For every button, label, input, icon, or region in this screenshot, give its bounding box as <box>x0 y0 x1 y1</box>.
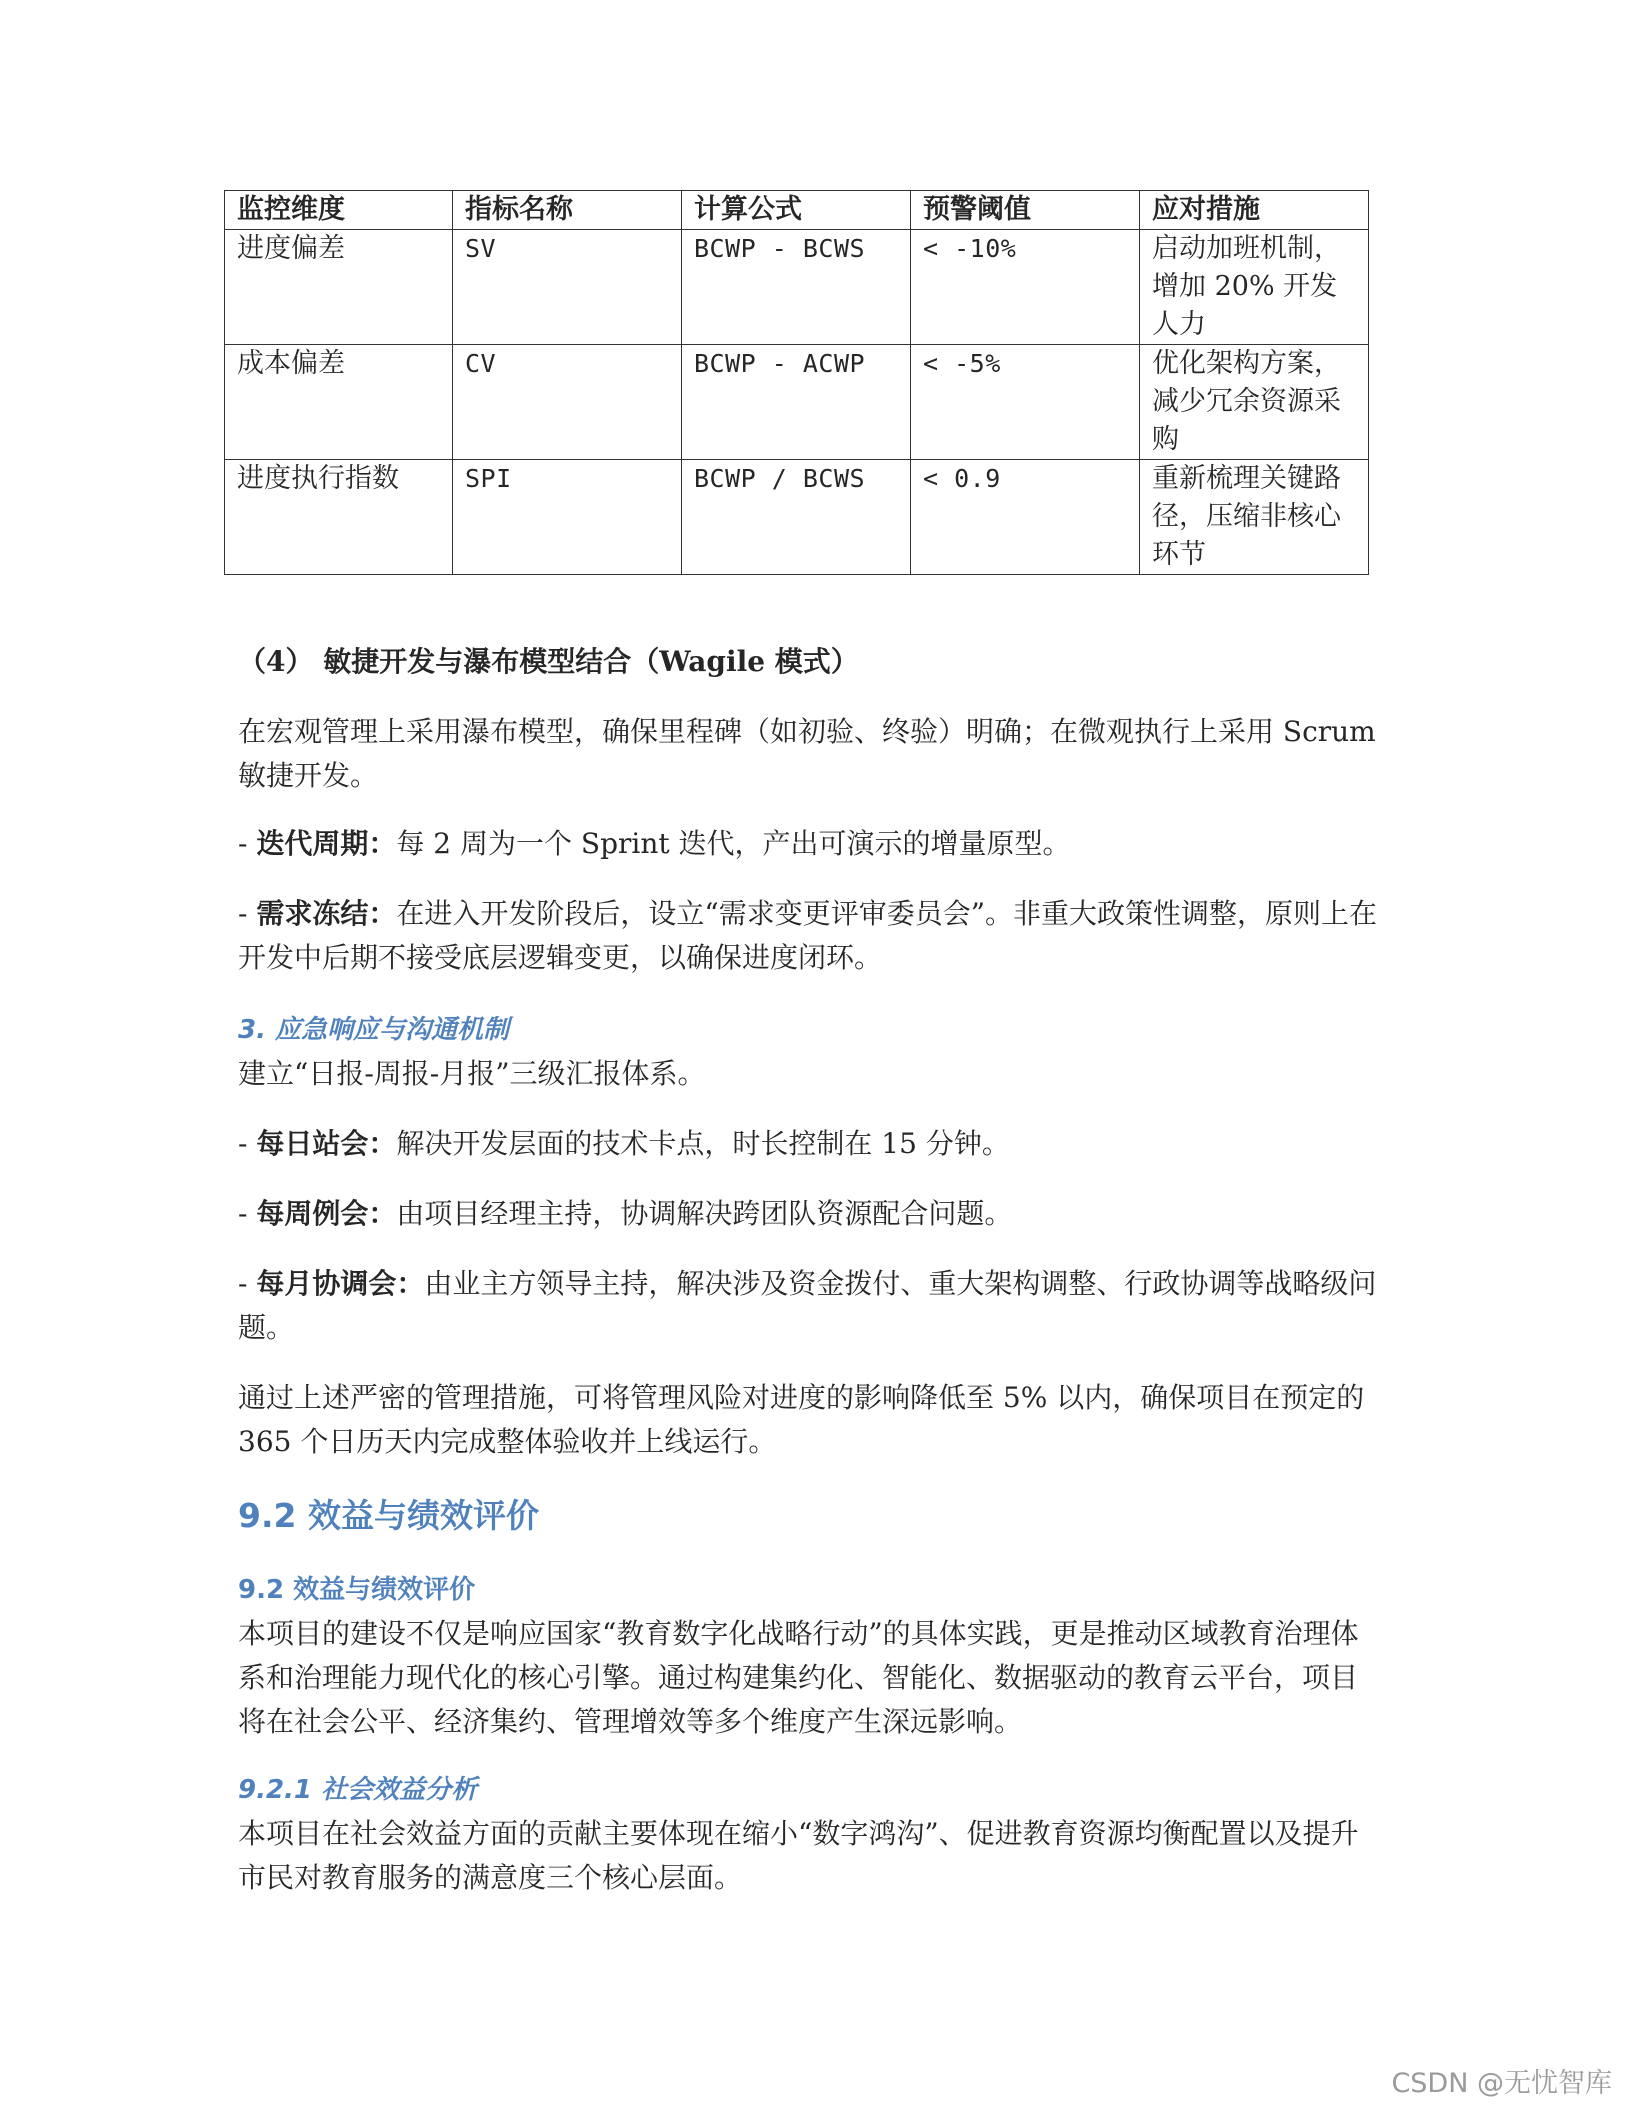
table-cell: SPI <box>453 460 682 575</box>
list-item <box>238 1262 1378 1350</box>
table-header-cell: 计算公式 <box>682 191 911 230</box>
table-cell: < -5% <box>911 345 1140 460</box>
table-header-cell: 预警阈值 <box>911 191 1140 230</box>
list-item <box>238 1192 1378 1236</box>
list-item-text: 由业主方领导主持，解决涉及资金拨付、重大架构调整、行政协调等战略级问题。 <box>238 1267 1377 1344</box>
conclusion-paragraph: 通过上述严密的管理措施，可将管理风险对进度的影响降低至 5% 以内，确保项目在预定的 365 个日历天内完成整体验收并上线运行。 <box>238 1381 1365 1458</box>
table-cell: CV <box>453 345 682 460</box>
table-header-cell: 监控维度 <box>225 191 453 230</box>
list-item-label: 需求冻结： <box>256 897 397 930</box>
list-item-label: 每周例会： <box>256 1197 397 1230</box>
subsection-heading-9-2: 9.2 效益与绩效评价 <box>238 1575 476 1605</box>
table-cell: 重新梳理关键路径，压缩非核心环节 <box>1140 460 1369 575</box>
list-item <box>238 822 1378 866</box>
table-row <box>225 230 1369 345</box>
list-item-text: 由项目经理主持，协调解决跨团队资源配合问题。 <box>396 1197 1013 1230</box>
table-cell: < -10% <box>911 230 1140 345</box>
list-item-label: 每日站会： <box>256 1127 397 1160</box>
wagile-heading: （4） 敏捷开发与瀑布模型结合（Wagile 模式） <box>238 645 859 678</box>
list-item-text: 在进入开发阶段后，设立“需求变更评审委员会”。非重大政策性调整，原则上在开发中后期不接受底层逻辑变更，以确保进度闭环。 <box>238 897 1378 974</box>
section-heading-emergency: 3. 应急响应与沟通机制 <box>238 1015 510 1045</box>
list-item-text: 解决开发层面的技术卡点，时长控制在 15 分钟。 <box>396 1127 1010 1160</box>
table-cell: 进度执行指数 <box>225 460 453 575</box>
table-cell: BCWP - ACWP <box>682 345 911 460</box>
table-cell: 优化架构方案，减少冗余资源采购 <box>1140 345 1369 460</box>
table-cell: 进度偏差 <box>225 230 453 345</box>
table-cell: 启动加班机制，增加 20% 开发人力 <box>1140 230 1369 345</box>
table-header-cell: 指标名称 <box>453 191 682 230</box>
monitoring-table <box>224 190 1369 575</box>
table-cell: 成本偏差 <box>225 345 453 460</box>
list-item <box>238 1122 1378 1166</box>
list-dash: - <box>238 897 257 930</box>
section-9-2-paragraph: 本项目的建设不仅是响应国家“教育数字化战略行动”的具体实践，更是推动区域教育治理体系和治理能力现代化的核心引擎。通过构建集约化、智能化、数据驱动的教育云平台，项目将在社会公平、经济集约、管理增效等多个维度产生深远影响。 <box>238 1617 1359 1738</box>
wagile-intro: 在宏观管理上采用瀑布模型，确保里程碑（如初验、终验）明确；在微观执行上采用 Scrum 敏捷开发。 <box>238 715 1376 792</box>
table-row <box>225 460 1369 575</box>
list-dash: - <box>238 1197 257 1230</box>
list-item-text: 每 2 周为一个 Sprint 迭代，产出可演示的增量原型。 <box>396 827 1071 860</box>
table-header-cell: 应对措施 <box>1140 191 1369 230</box>
table-cell: BCWP / BCWS <box>682 460 911 575</box>
table-cell: < 0.9 <box>911 460 1140 575</box>
section-9-2-1-paragraph: 本项目在社会效益方面的贡献主要体现在缩小“数字鸿沟”、促进教育资源均衡配置以及提升市民对教育服务的满意度三个核心层面。 <box>238 1817 1359 1894</box>
table-cell: SV <box>453 230 682 345</box>
list-dash: - <box>238 1267 257 1300</box>
list-item <box>238 892 1378 980</box>
table-header-row <box>225 191 1369 230</box>
table-row <box>225 345 1369 460</box>
watermark: CSDN @无忧智库 <box>1391 2068 1612 2099</box>
section-heading-9-2: 9.2 效益与绩效评价 <box>238 1496 539 1535</box>
section-heading-9-2-1: 9.2.1 社会效益分析 <box>238 1775 478 1805</box>
list-dash: - <box>238 827 257 860</box>
emergency-intro: 建立“日报-周报-月报”三级汇报体系。 <box>238 1057 706 1090</box>
list-item-label: 每月协调会： <box>256 1267 425 1300</box>
table-cell: BCWP - BCWS <box>682 230 911 345</box>
list-dash: - <box>238 1127 257 1160</box>
list-item-label: 迭代周期： <box>256 827 397 860</box>
